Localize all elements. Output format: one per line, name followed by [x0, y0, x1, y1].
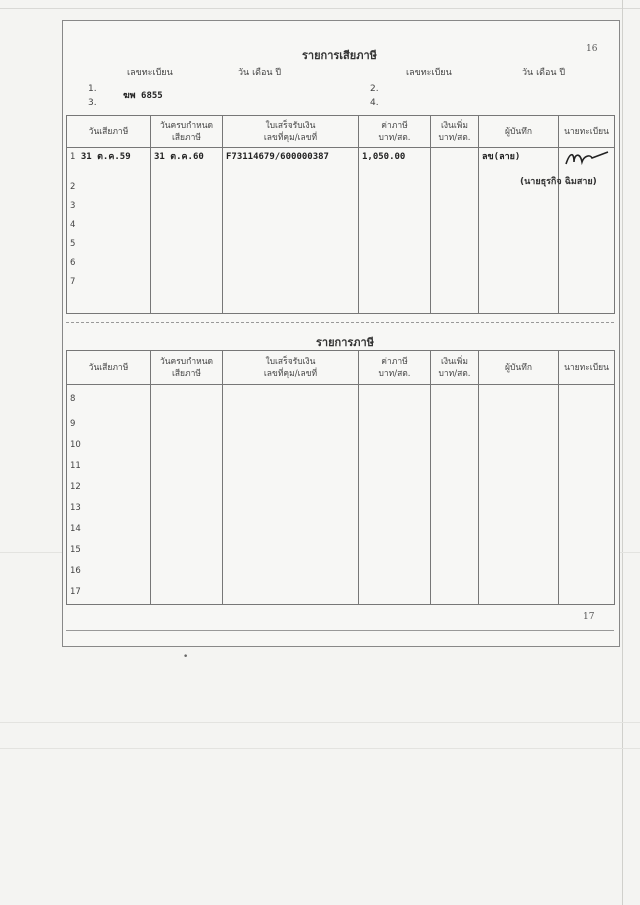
perforation-line	[66, 322, 614, 333]
row-number: 14	[70, 523, 81, 534]
row-number: 9	[70, 418, 76, 429]
bottom-page-number: 17	[583, 612, 595, 622]
col-header-paid-date: วันเสียภาษี	[67, 116, 151, 148]
recorder-signature: ลข(ลาย)	[482, 152, 521, 162]
row-number: 1	[70, 152, 76, 162]
header-right-reg-label: เลขทะเบียน	[406, 68, 452, 78]
table-row	[67, 520, 615, 541]
table-row	[67, 436, 615, 457]
table-row	[67, 457, 615, 478]
section1-title: รายการเสียภาษี	[302, 49, 377, 62]
row-number: 7	[70, 277, 76, 287]
table-row	[67, 385, 615, 415]
row-number: 2	[70, 182, 76, 192]
receipt-number: F73114679/600000387	[226, 152, 329, 162]
col-header-recorder: ผู้บันทึก	[479, 351, 559, 385]
col-header-surcharge: เงินเพิ่ม บาท/สต.	[431, 116, 479, 148]
tax-table-2	[66, 350, 615, 605]
table-row	[67, 499, 615, 520]
registrar-signature-icon	[562, 148, 610, 170]
top-page-number: 16	[586, 44, 598, 54]
row-number: 11	[70, 460, 81, 471]
reg-value-3: ฆพ 6855	[123, 91, 163, 101]
row-number: 17	[70, 586, 81, 597]
tax-amount: 1,050.00	[362, 152, 406, 162]
table-row	[67, 273, 615, 313]
section2-title: รายการภาษี	[316, 336, 374, 349]
row-number: 5	[70, 239, 76, 249]
table-row	[67, 415, 615, 436]
header-right-date-label: วัน เดือน ปี	[522, 68, 566, 78]
table-row	[67, 562, 615, 583]
col-header-receipt: ใบเสร็จรับเงิน เลขที่คุม/เลขที่	[223, 351, 359, 385]
scan-edge	[0, 8, 640, 9]
row-number: 15	[70, 544, 81, 555]
table-row	[67, 583, 615, 605]
reg-number-4: 4.	[370, 98, 379, 108]
stray-mark: •	[183, 652, 189, 662]
table-row	[67, 216, 615, 235]
reg-number-2: 2.	[370, 84, 379, 94]
col-header-surcharge: เงินเพิ่ม บาท/สต.	[431, 351, 479, 385]
col-header-paid-date: วันเสียภาษี	[67, 351, 151, 385]
row-number: 12	[70, 481, 81, 492]
col-header-tax: ค่าภาษี บาท/สต.	[359, 351, 431, 385]
table-row	[67, 254, 615, 273]
footer-rule	[66, 630, 614, 631]
header-left-reg-label: เลขทะเบียน	[127, 68, 173, 78]
table-row	[67, 478, 615, 499]
scan-line	[0, 748, 640, 749]
table-row	[67, 541, 615, 562]
row-number: 6	[70, 258, 76, 268]
col-header-tax: ค่าภาษี บาท/สต.	[359, 116, 431, 148]
col-header-recorder: ผู้บันทึก	[479, 116, 559, 148]
scan-line	[0, 722, 640, 723]
officer-name: (นายธุรกิจ ฉิมสาย)	[520, 177, 597, 187]
scan-edge	[622, 0, 623, 905]
row-number: 16	[70, 565, 81, 576]
col-header-registrar: นายทะเบียน	[559, 351, 615, 385]
reg-number-1: 1.	[88, 84, 97, 94]
paid-date: 31 ต.ค.59	[80, 152, 131, 162]
col-header-receipt: ใบเสร็จรับเงิน เลขที่คุม/เลขที่	[223, 116, 359, 148]
col-header-registrar: นายทะเบียน	[559, 116, 615, 148]
row-number: 8	[70, 394, 76, 405]
table-row	[67, 197, 615, 216]
col-header-due-date: วันครบกำหนด เสียภาษี	[151, 351, 223, 385]
table-row	[67, 235, 615, 254]
tax-table-1	[66, 115, 615, 314]
header-left-date-label: วัน เดือน ปี	[238, 68, 282, 78]
col-header-due-date: วันครบกำหนด เสียภาษี	[151, 116, 223, 148]
reg-number-3: 3.	[88, 98, 97, 108]
row-number: 13	[70, 502, 81, 513]
row-number: 3	[70, 201, 76, 211]
row-number: 10	[70, 439, 81, 450]
row-number: 4	[70, 220, 76, 230]
due-date: 31 ต.ค.60	[154, 152, 204, 162]
